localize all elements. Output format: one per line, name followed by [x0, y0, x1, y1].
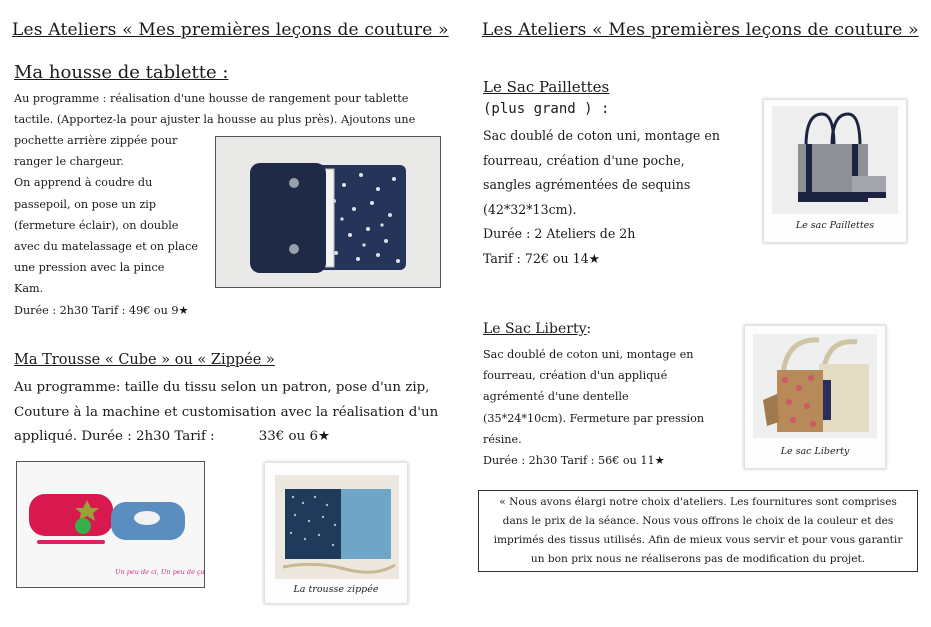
housse-line-2: tactile. (Apportez-la pour ajuster la housse au plus près). Ajoutons une	[14, 113, 416, 127]
sac-paillettes-caption: Le sac Paillettes	[795, 220, 875, 231]
star-icon: ★	[317, 429, 330, 444]
liberty-line-4: (35*24*10cm). Fermeture par pression	[483, 411, 705, 425]
liberty-title: Le Sac Liberty	[483, 321, 587, 337]
liberty-line-2: fourreau, création d'un appliqué	[483, 369, 668, 383]
sac-liberty-illustration	[753, 334, 877, 438]
trousse-line-2: Couture à la machine et customisation avec la réalisation d'un	[14, 404, 439, 420]
housse-text-narrow	[14, 130, 198, 300]
trousse-zippee-caption: La trousse zippée	[293, 584, 379, 595]
notice-line-2: dans le prix de la séance. Nous vous offrons le choix de la couleur et des	[502, 515, 894, 527]
housse-line-5: On apprend à coudre du	[14, 176, 153, 190]
housse-line-1: Au programme : réalisation d'une housse de rangement pour tablette	[14, 92, 409, 105]
paillettes-text	[483, 124, 720, 271]
notice-box	[478, 490, 918, 572]
trousse-text	[14, 376, 438, 450]
housse-line-4: ranger le chargeur.	[14, 155, 124, 169]
liberty-line-1: Sac doublé de coton uni, montage en	[483, 348, 694, 361]
sac-paillettes-illustration	[772, 106, 898, 214]
liberty-title-colon: :	[586, 321, 592, 337]
trousse-line-1: Au programme: taille du tissu selon un patron, pose d'un zip,	[14, 380, 430, 395]
housse-line-3: pochette arrière zippée pour	[14, 134, 178, 147]
housse-line-7: (fermeture éclair), on double	[14, 218, 179, 232]
paillettes-price-text: Tarif : 72€ ou 14	[483, 250, 589, 266]
paillettes-price	[483, 247, 720, 272]
pencil-photo-caption: Un peu de ci, Un peu de ça	[115, 568, 205, 576]
pencil-cases-photo	[16, 461, 205, 588]
trousse-zippee-polaroid	[264, 462, 408, 604]
sac-paillettes-polaroid	[763, 99, 907, 243]
liberty-line-5: résine.	[483, 432, 522, 446]
paillettes-line-1: Sac doublé de coton uni, montage en	[483, 128, 720, 143]
paillettes-duration: Durée : 2 Ateliers de 2h	[483, 226, 636, 241]
liberty-duration	[483, 450, 704, 471]
housse-title: Ma housse de tablette :	[14, 62, 229, 83]
trousse-line-3a: appliqué. Durée : 2h30 Tarif :	[14, 429, 215, 444]
liberty-duration-text: Durée : 2h30 Tarif : 56€ ou 11	[483, 454, 655, 468]
right-header: Les Ateliers « Mes premières leçons de couture »	[482, 20, 919, 40]
paillettes-line-4: (42*32*13cm).	[483, 201, 577, 217]
trousse-title: Ma Trousse « Cube » ou « Zippée »	[14, 352, 275, 368]
paillettes-subtitle: (plus grand ) :	[483, 101, 610, 117]
paillettes-line-2: fourreau, création d'une poche,	[483, 152, 685, 168]
trousse-line-3	[14, 425, 438, 450]
notice-line-4: un bon prix nous ne réaliserons pas de modification du projet.	[530, 553, 866, 565]
trousse-zippee-illustration	[275, 475, 399, 579]
sac-liberty-caption: Le sac Liberty	[780, 446, 850, 457]
tablet-case-photo	[215, 136, 441, 288]
housse-duration-text: Durée : 2h30 Tarif : 49€ ou 9	[14, 304, 179, 317]
housse-line-8: avec du matelassage et on place	[14, 240, 198, 254]
tablet-case-illustration	[216, 137, 440, 287]
housse-line-6: passepoil, on pose un zip	[14, 197, 157, 211]
liberty-text	[483, 344, 704, 471]
paillettes-title: Le Sac Paillettes	[483, 78, 610, 96]
left-header: Les Ateliers « Mes premières leçons de couture »	[12, 20, 449, 40]
sac-liberty-polaroid	[744, 325, 886, 469]
notice-line-1: « Nous avons élargi notre choix d'ateliers. Les fournitures sont comprises	[499, 496, 897, 508]
paillettes-line-3: sangles agrémentées de sequins	[483, 177, 691, 192]
star-icon: ★	[588, 250, 600, 266]
liberty-title-wrap	[483, 321, 591, 337]
housse-duration	[14, 300, 189, 321]
trousse-price: 33€ ou 6	[258, 429, 318, 444]
notice-line-3: imprimés des tissus utilisés. Afin de mieux vous servir et pour vous garantir	[493, 534, 903, 546]
star-icon: ★	[178, 304, 189, 317]
housse-line-9: une pression avec la pince	[14, 261, 165, 275]
liberty-line-3: agrémenté d'une dentelle	[483, 390, 629, 404]
star-icon: ★	[654, 454, 665, 468]
housse-text-full	[14, 88, 415, 130]
housse-line-10: Kam.	[14, 282, 44, 296]
